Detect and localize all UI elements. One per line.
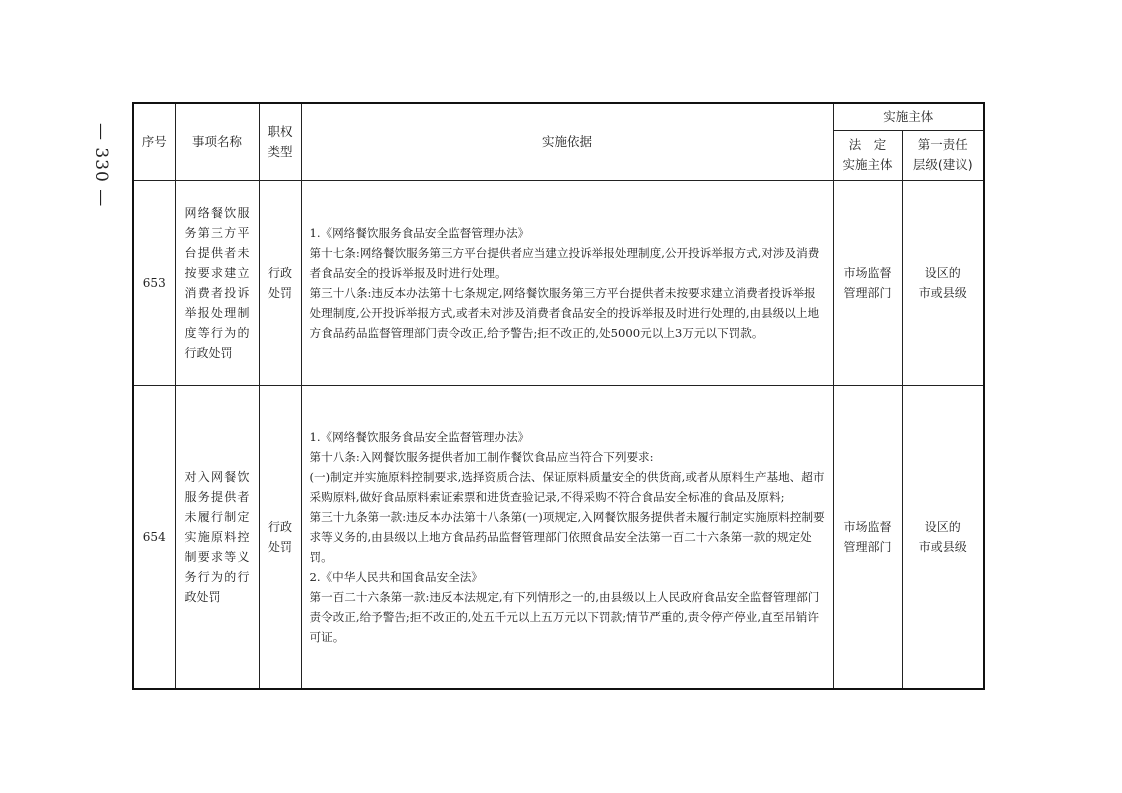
basis-paragraph: 第三十八条:违反本办法第十七条规定,网络餐饮服务第三方平台提供者未按要求建立消费者投诉举报处理制度,公开投诉举报方式,或者未对涉及消费者食品安全的投诉举报及时进行处理的,由县级以上地方食品药品监督管理部门责令改正,给予警告;拒不改正的,处5000元以上3万元以下罚款。 [309, 285, 820, 340]
basis-paragraph: 第十七条:网络餐饮服务第三方平台提供者应当建立投诉举报处理制度,公开投诉举报方式,对涉及消费者食品安全的投诉举报及时进行处理。 [309, 245, 820, 280]
basis-paragraph: 第十八条:入网餐饮服务提供者加工制作餐饮食品应当符合下列要求: [309, 449, 654, 464]
header-power-type-line: 职权 [267, 123, 293, 139]
item-name-line: 度等行为的 [184, 325, 250, 340]
power-type-line: 行政 [267, 265, 292, 280]
first-level-line: 设区的 [924, 519, 961, 534]
item-name-line: 行政处罚 [184, 345, 233, 360]
item-name-line: 按要求建立 [184, 265, 250, 280]
item-name-cell [175, 385, 259, 689]
enforcement-items-table [132, 102, 985, 690]
legal-subject-line: 市场监督 [843, 519, 892, 534]
header-legal-subject [833, 130, 902, 180]
header-first-level [902, 130, 984, 180]
item-name-line: 对入网餐饮 [184, 469, 250, 484]
header-subject: 实施主体 [833, 103, 984, 130]
legal-subject-cell [833, 180, 902, 385]
header-legal-subject-line: 实施主体 [842, 157, 893, 172]
first-level-line: 设区的 [924, 265, 961, 280]
page-number: — 330 — [91, 123, 111, 208]
first-level-cell [902, 180, 984, 385]
first-level-cell [902, 385, 984, 689]
item-name-line: 台提供者未 [184, 245, 250, 260]
legal-subject-line: 管理部门 [843, 285, 892, 300]
first-level-line: 市或县级 [918, 539, 967, 554]
power-type-line: 行政 [267, 519, 292, 534]
power-type-line: 处罚 [267, 285, 292, 300]
legal-subject-line: 市场监督 [843, 265, 892, 280]
basis-cell [301, 385, 833, 689]
header-first-level-line: 第一责任 [917, 137, 968, 152]
item-name-cell [175, 180, 259, 385]
basis-paragraph: 第三十九条第一款:违反本办法第十八条第(一)项规定,入网餐饮服务提供者未履行制定实施原料控制要求等义务的,由县级以上地方食品药品监督管理部门依照食品安全法第一百二十六条第一款的规定处罚。 [309, 509, 825, 564]
item-name-line: 服务提供者 [184, 489, 250, 504]
header-power-type [259, 103, 301, 180]
item-name-line: 未履行制定 [184, 509, 250, 524]
header-power-type-line: 类型 [267, 143, 293, 159]
header-row [133, 103, 984, 130]
legal-subject-cell [833, 385, 902, 689]
item-name-line: 务行为的行 [184, 569, 250, 584]
item-name-line: 举报处理制 [184, 305, 250, 320]
header-first-level-line: 层级(建议) [912, 157, 973, 172]
item-name-line: 政处罚 [184, 589, 221, 604]
basis-paragraph: 2.《中华人民共和国食品安全法》 [309, 569, 483, 584]
legal-subject-line: 管理部门 [843, 539, 892, 554]
basis-paragraph: (一)制定并实施原料控制要求,选择资质合法、保证原料质量安全的供货商,或者从原料生产基地、超市采购原料,做好食品原料索证索票和进货查验记录,不得采购不符合食品安全标准的食品及原料; [309, 469, 825, 504]
item-name-line: 消费者投诉 [184, 285, 250, 300]
table-row [133, 385, 984, 689]
item-name-line: 网络餐饮服 [184, 205, 250, 220]
item-name-line: 制要求等义 [184, 549, 250, 564]
header-basis: 实施依据 [301, 103, 833, 180]
first-level-line: 市或县级 [918, 285, 967, 300]
header-item-name: 事项名称 [175, 103, 259, 180]
power-type-line: 处罚 [267, 539, 292, 554]
power-type-cell [259, 180, 301, 385]
header-legal-subject-line: 法 定 [848, 137, 887, 152]
basis-cell [301, 180, 833, 385]
seq-cell: 653 [133, 180, 175, 385]
basis-paragraph: 第一百二十六条第一款:违反本法规定,有下列情形之一的,由县级以上人民政府食品安全监督管理部门责令改正,给予警告;拒不改正的,处五千元以上五万元以下罚款;情节严重的,责令停产停业,直至吊销许可证。 [309, 589, 820, 644]
item-name-line: 实施原料控 [184, 529, 250, 544]
power-type-cell [259, 385, 301, 689]
table-row [133, 180, 984, 385]
seq-cell: 654 [133, 385, 175, 689]
basis-paragraph: 1.《网络餐饮服务食品安全监督管理办法》 [309, 429, 530, 444]
header-seq: 序号 [133, 103, 175, 180]
item-name-line: 务第三方平 [184, 225, 250, 240]
basis-paragraph: 1.《网络餐饮服务食品安全监督管理办法》 [309, 225, 530, 240]
